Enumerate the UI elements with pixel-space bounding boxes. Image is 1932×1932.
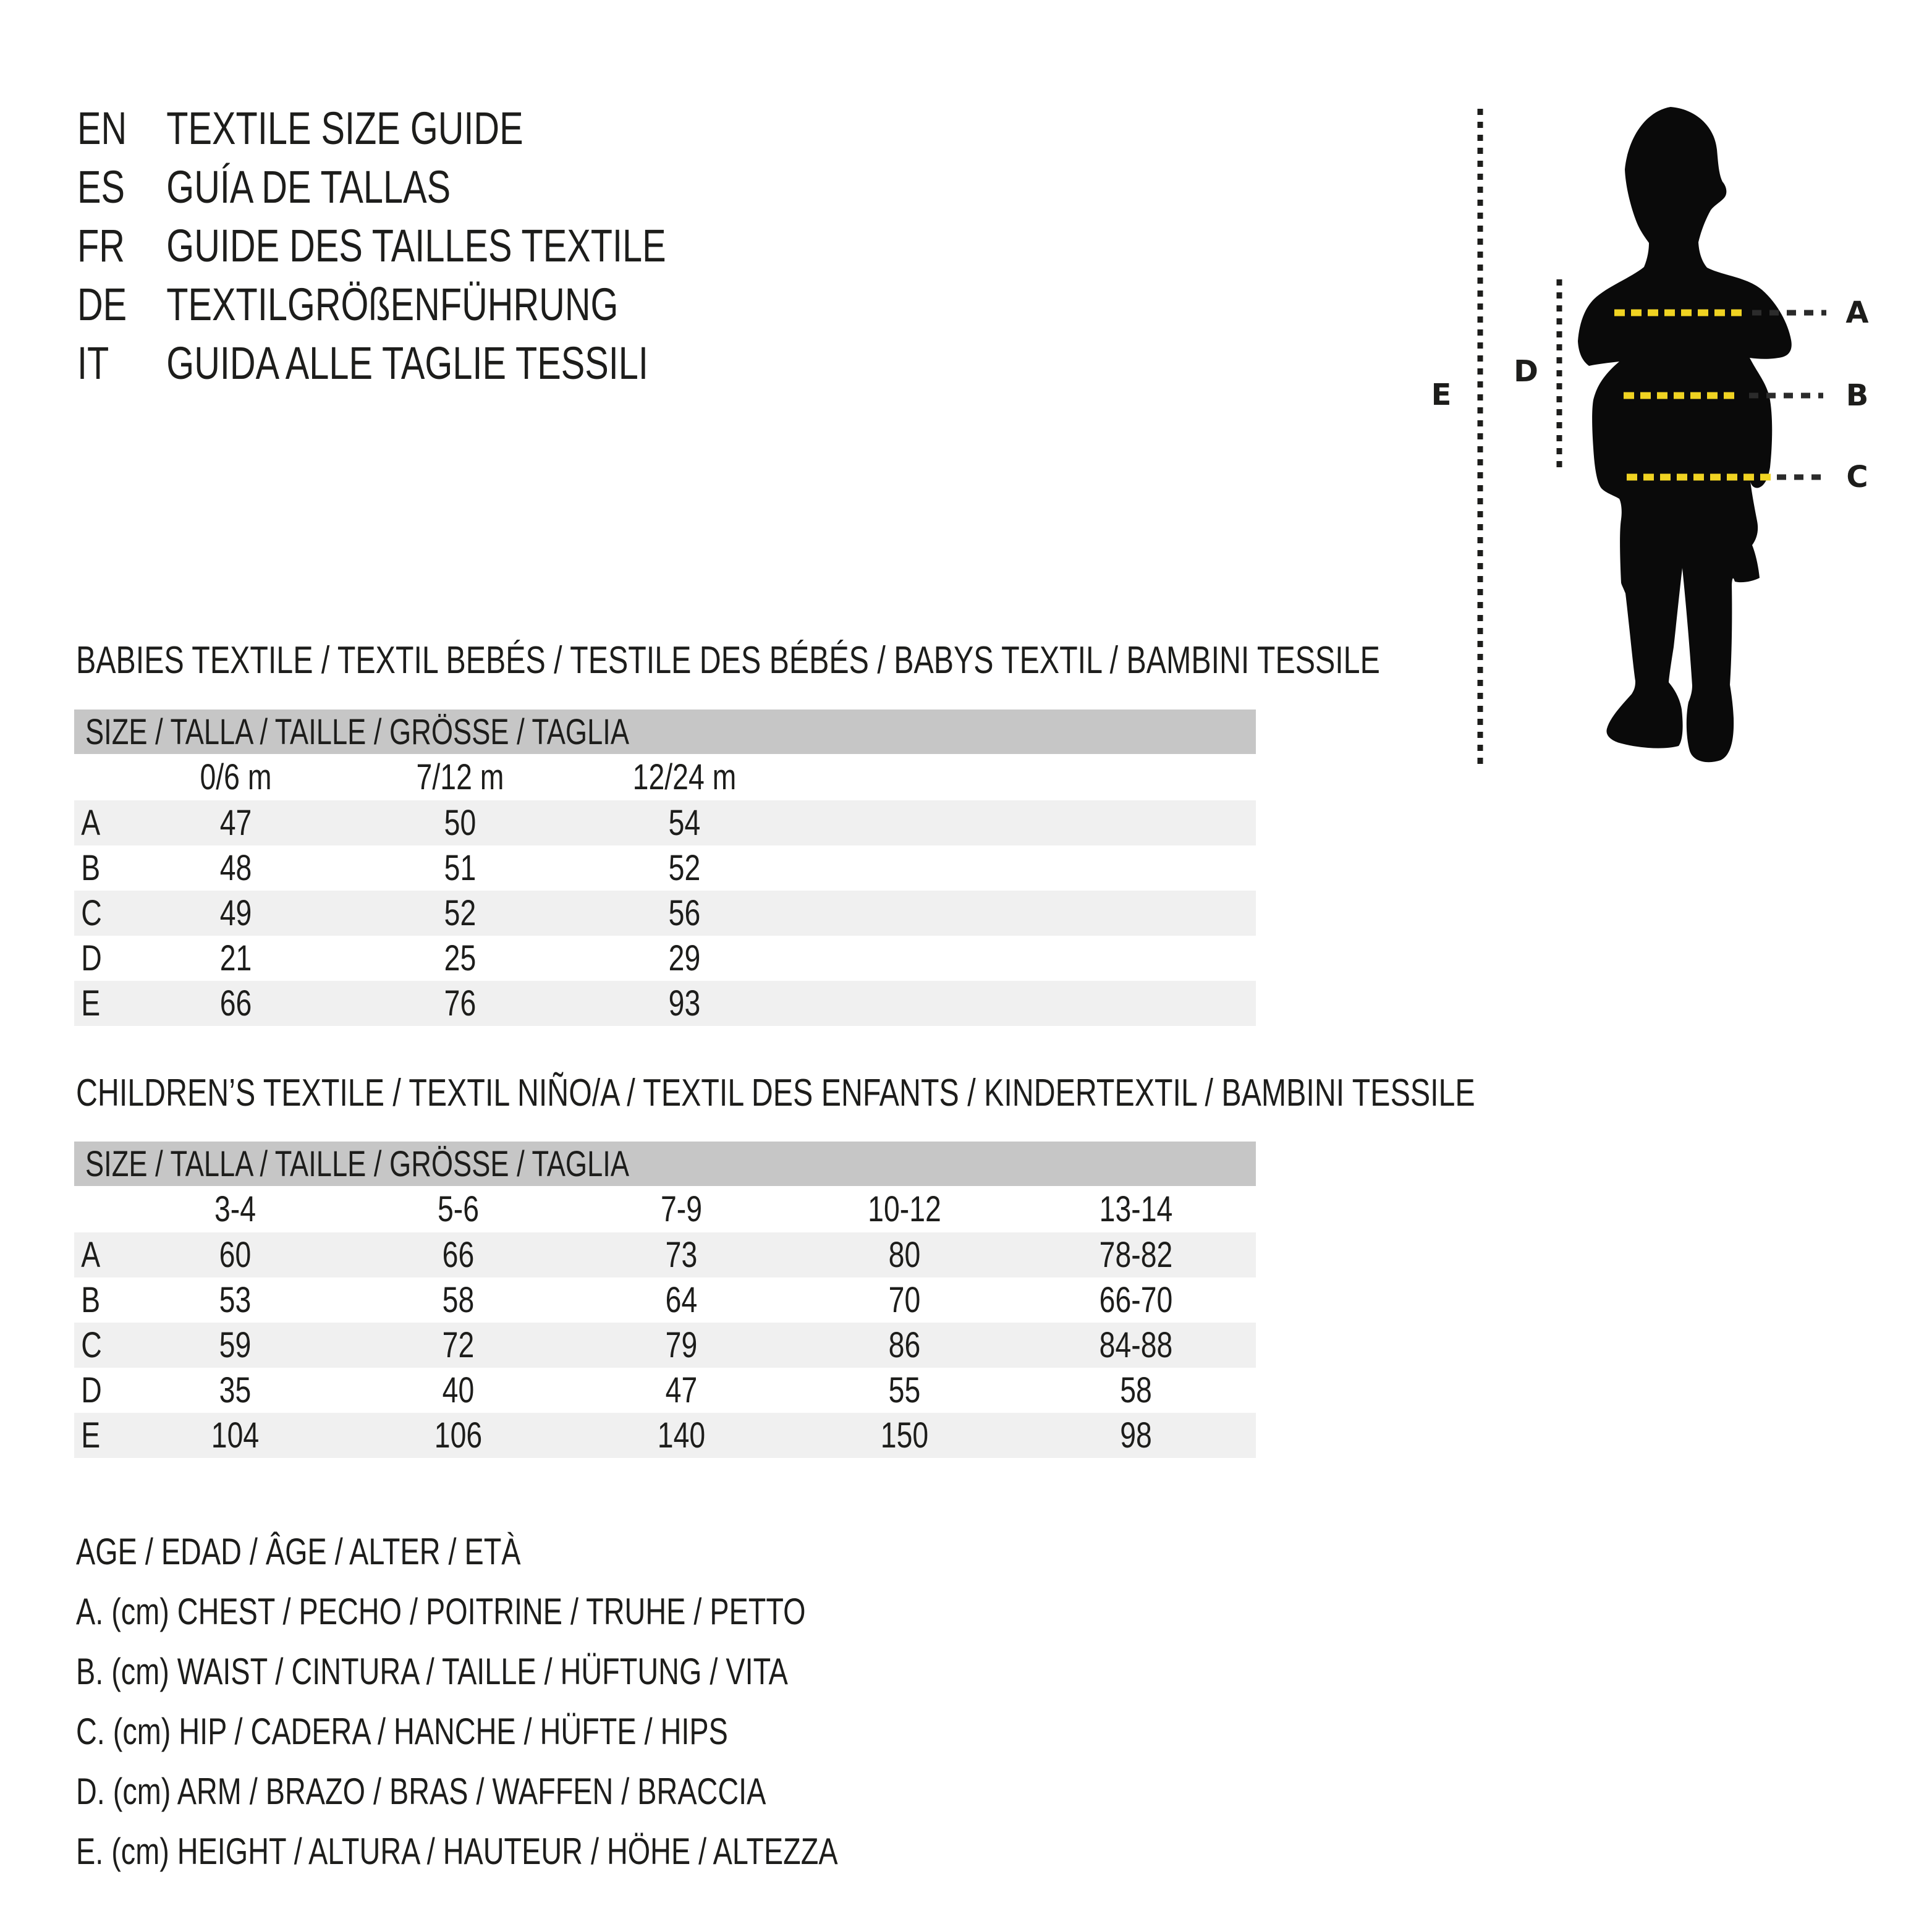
lang-row-es	[77, 158, 666, 216]
legend-waist: B. (cm) WAIST / CINTURA / TAILLE / HÜFTUNG / VITA	[76, 1651, 788, 1692]
lang-row-en	[77, 99, 666, 158]
children-section-title: CHILDREN’S TEXTILE / TEXTIL NIÑO/A / TEXTIL DES ENFANTS / KINDERTEXTIL / BAMBINI TESSILE	[76, 1072, 1475, 1114]
measure-label-a: A	[1845, 295, 1869, 330]
lang-code-de: DE	[77, 279, 127, 330]
legend-arm: D. (cm) ARM / BRAZO / BRAS / WAFFEN / BRACCIA	[76, 1771, 766, 1812]
table-row-e: E 66 76 93	[74, 981, 1256, 1026]
lang-code-fr: FR	[77, 220, 125, 271]
lang-title-it: GUIDA ALLE TAGLIE TESSILI	[166, 337, 648, 389]
table-row-b: B 53 58 64 70 66-70	[81, 1280, 1173, 1320]
lang-code-en: EN	[77, 103, 127, 154]
lang-row-it	[77, 334, 666, 392]
table-row-d: D 35 40 47 55 58	[81, 1370, 1152, 1410]
lang-code-es: ES	[77, 161, 125, 213]
babies-column-header-row	[74, 754, 1256, 800]
measure-label-c: C	[1846, 460, 1868, 494]
table-row-a: A 60 66 73 80 78-82	[74, 1232, 1256, 1277]
legend-chest: A. (cm) CHEST / PECHO / POITRINE / TRUHE / PETTO	[76, 1591, 806, 1632]
table-row-c: C 59 72 79 86 84-88	[74, 1323, 1256, 1368]
babies-size-table	[74, 710, 1256, 1026]
legend-age: AGE / EDAD / ÂGE / ALTER / ETÀ	[76, 1531, 521, 1572]
language-title-block	[77, 99, 832, 392]
babies-col-0-6m: 0/6 m	[200, 757, 272, 797]
babies-section-title: BABIES TEXTILE / TEXTIL BEBÉS / TESTILE DES BÉBÉS / BABYS TEXTIL / BAMBINI TESSILE	[76, 639, 1380, 682]
table-row-a: A 47 50 54	[74, 800, 1256, 845]
children-col-13-14: 13-14	[1099, 1189, 1173, 1229]
lang-title-es: GUÍA DE TALLAS	[166, 161, 451, 213]
children-column-header-row	[74, 1186, 1256, 1232]
lang-code-it: IT	[77, 337, 109, 389]
babies-col-12-24m: 12/24 m	[632, 757, 737, 797]
babies-size-header-bar: SIZE / TALLA / TAILLE / GRÖSSE / TAGLIA	[74, 710, 1256, 754]
children-col-3-4: 3-4	[214, 1189, 256, 1229]
table-row-b: B 48 51 52	[81, 848, 701, 888]
measure-label-d: D	[1514, 354, 1538, 389]
measure-label-b: B	[1845, 378, 1869, 413]
measure-label-e: E	[1431, 378, 1452, 412]
lang-title-en: TEXTILE SIZE GUIDE	[166, 103, 523, 154]
children-size-header-bar: SIZE / TALLA / TAILLE / GRÖSSE / TAGLIA	[74, 1142, 1256, 1186]
table-row-e: E 104 106 140 150 98	[74, 1413, 1256, 1458]
children-size-table	[74, 1142, 1256, 1458]
measurement-legend	[76, 1522, 1053, 1881]
lang-title-de: TEXTILGRÖßENFÜHRUNG	[166, 279, 619, 330]
lang-row-fr	[77, 216, 666, 275]
children-col-7-9: 7-9	[660, 1189, 703, 1229]
lang-row-de	[77, 275, 666, 334]
table-row-d: D 21 25 29	[81, 938, 701, 978]
legend-hip: C. (cm) HIP / CADERA / HANCHE / HÜFTE / HIPS	[76, 1711, 728, 1752]
babies-col-7-12m: 7/12 m	[416, 757, 504, 797]
children-col-10-12: 10-12	[868, 1189, 941, 1229]
lang-title-fr: GUIDE DES TAILLES TEXTILE	[166, 220, 666, 271]
children-col-5-6: 5-6	[437, 1189, 480, 1229]
legend-height: E. (cm) HEIGHT / ALTURA / HAUTEUR / HÖHE / ALTEZZA	[76, 1831, 838, 1872]
table-row-c: C 49 52 56	[74, 891, 1256, 936]
